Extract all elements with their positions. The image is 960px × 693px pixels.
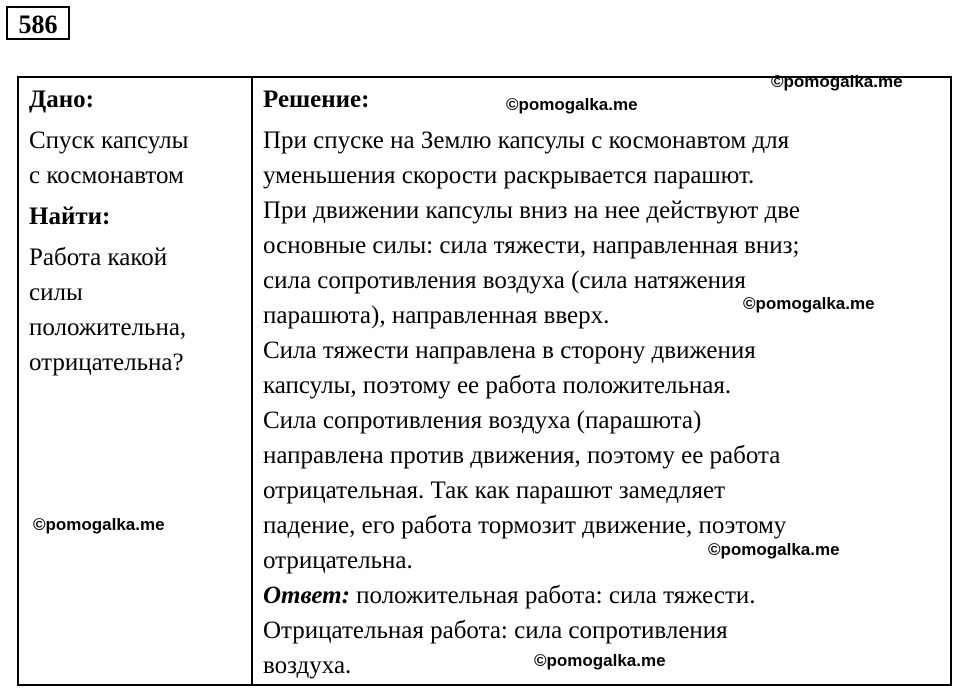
solution-line: уменьшения скорости раскрывается парашют. [263, 162, 755, 189]
watermark: ©pomogalka.me [708, 540, 840, 559]
solution-line: Сила тяжести направлена в сторону движения [263, 337, 756, 364]
solution-line: основные силы: сила тяжести, направленная вниз; [263, 232, 800, 259]
watermark: ©pomogalka.me [506, 95, 638, 114]
solution-line: капсулы, поэтому ее работа положительная. [263, 372, 732, 399]
solution-heading: Решение: [263, 86, 370, 113]
solution-line: падение, его работа тормозит движение, поэтому [263, 512, 787, 539]
solution-line: отрицательна. [263, 547, 413, 574]
solution-line: сила сопротивления воздуха (сила натяжения [263, 267, 746, 294]
watermark: ©pomogalka.me [743, 294, 875, 313]
answer-text: положительная работа: сила тяжести. [349, 582, 756, 609]
find-heading: Найти: [29, 203, 111, 230]
solution-table [17, 76, 952, 686]
find-text-line: положительна, [29, 314, 187, 341]
given-heading: Дано: [29, 86, 94, 113]
solution-line: парашюта), направленная вверх. [263, 302, 610, 329]
solution-line: отрицательная. Так как парашют замедляет [263, 477, 725, 504]
watermark: ©pomogalka.me [33, 515, 165, 534]
column-divider [251, 78, 253, 684]
given-text-line: Спуск капсулы [29, 127, 189, 154]
find-text-line: силы [29, 279, 83, 306]
solution-line: При спуске на Землю капсулы с космонавтом для [263, 127, 790, 154]
watermark: ©pomogalka.me [534, 651, 666, 670]
answer-line [263, 578, 943, 613]
problem-number: 586 [6, 6, 70, 40]
find-text-line: отрицательна? [29, 349, 184, 376]
solution-line: При движении капсулы вниз на нее действуют две [263, 197, 801, 224]
find-text-line: Работа какой [29, 244, 168, 271]
solution-column [263, 82, 943, 683]
answer-line: Отрицательная работа: сила сопротивления [263, 617, 728, 644]
given-column [29, 82, 244, 380]
answer-label: Ответ: [263, 582, 350, 609]
answer-line: воздуха. [263, 652, 352, 679]
watermark: ©pomogalka.me [771, 72, 903, 91]
solution-line: Сила сопротивления воздуха (парашюта) [263, 407, 702, 434]
given-text-line: с космонавтом [29, 162, 184, 189]
solution-line: направлена против движения, поэтому ее работа [263, 442, 781, 469]
